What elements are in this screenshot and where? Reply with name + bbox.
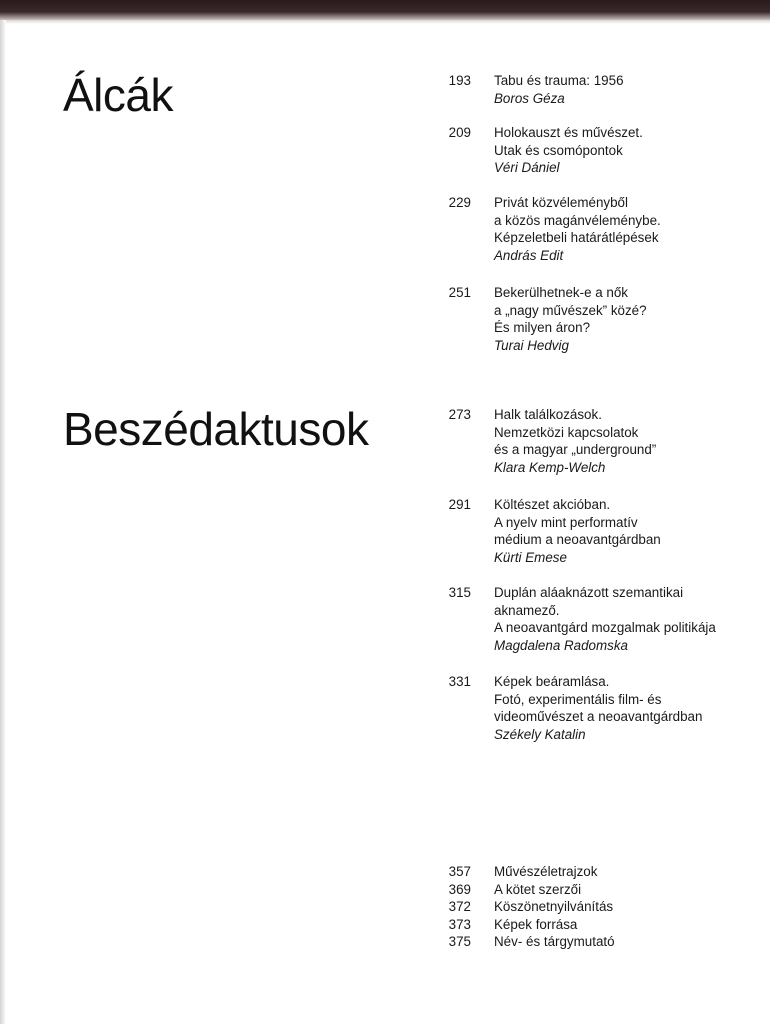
entry-author: András Edit: [494, 247, 564, 263]
entry-author: Kürti Emese: [494, 549, 567, 565]
entry-title-line: És milyen áron?: [494, 320, 591, 335]
entry-title-line: videoművészet a neoavantgárdban: [494, 709, 703, 724]
section-title-beszedaktusok: Beszédaktusok: [63, 403, 369, 455]
entry-title-line: Holokauszt és művészet.: [494, 125, 643, 140]
page-number: 331: [448, 674, 471, 689]
entry-title-line: Képek beáramlása.: [494, 674, 610, 689]
back-matter-item[interactable]: [420, 933, 760, 951]
entry-author: Boros Géza: [494, 90, 565, 106]
section-title-alcak: Álcák: [63, 69, 173, 121]
page-number: 273: [448, 407, 471, 422]
entry-title-line: Bekerülhetnek-e a nők: [494, 285, 628, 300]
entry-author: Magdalena Radomska: [494, 637, 628, 653]
entry-title-line: Fotó, experimentális film- és: [494, 691, 662, 707]
back-matter-list: [420, 863, 760, 951]
back-matter-label: Képek forrása: [494, 916, 578, 932]
entry-title-line: Nemzetközi kapcsolatok: [494, 424, 639, 440]
entry-title-line: a „nagy művészek” közé?: [494, 302, 647, 318]
back-matter-label: Köszönetnyilvánítás: [494, 899, 614, 914]
page-number: 373: [448, 916, 471, 932]
gutter-shadow: [0, 20, 6, 1024]
back-matter-item[interactable]: [420, 863, 760, 881]
entry-title-line: A nyelv mint performatív: [494, 514, 638, 530]
back-matter-item[interactable]: [420, 881, 760, 899]
page-number: 251: [448, 285, 471, 300]
entry-title-line: Költészet akcióban.: [494, 497, 611, 512]
entry-title-line: Képzeletbeli határátlépések: [494, 230, 659, 245]
entry-author: Véri Dániel: [494, 160, 560, 175]
back-matter-label: Művészéletrajzok: [494, 864, 598, 879]
entry-title-line: A neoavantgárd mozgalmak politikája: [494, 620, 716, 635]
entry-author: Turai Hedvig: [494, 337, 569, 353]
entry-title-line: Tabu és trauma: 1956: [494, 73, 624, 88]
page-number: 369: [448, 881, 471, 897]
entry-author: Klara Kemp-Welch: [494, 459, 606, 475]
entry-author: Székely Katalin: [494, 726, 586, 742]
book-spine-shadow: [0, 0, 770, 20]
page-number: 193: [448, 73, 471, 88]
page-number: 229: [448, 195, 471, 210]
entry-title-line: és a magyar „underground”: [494, 442, 657, 457]
page-number: 209: [448, 125, 471, 140]
entry-title-line: a közös magánvéleménybe.: [494, 212, 661, 228]
entry-title-line: aknamező.: [494, 602, 560, 618]
entry-title-line: Duplán aláaknázott szemantikai: [494, 585, 684, 600]
page-number: 291: [448, 497, 471, 512]
entry-title-line: Halk találkozások.: [494, 407, 602, 422]
back-matter-item[interactable]: [420, 916, 760, 934]
page-number: 357: [448, 864, 471, 879]
page-edge-shadow: [0, 20, 770, 24]
page-number: 375: [448, 934, 471, 949]
page-number: 372: [448, 899, 471, 914]
page-number: 315: [448, 585, 471, 600]
entry-title-line: Privát közvéleményből: [494, 195, 628, 210]
entry-title-line: médium a neoavantgárdban: [494, 532, 661, 547]
back-matter-label: Név- és tárgymutató: [494, 934, 615, 949]
entry-title-line: Utak és csomópontok: [494, 142, 623, 158]
back-matter-item[interactable]: [420, 898, 760, 916]
back-matter-label: A kötet szerzői: [494, 881, 582, 897]
